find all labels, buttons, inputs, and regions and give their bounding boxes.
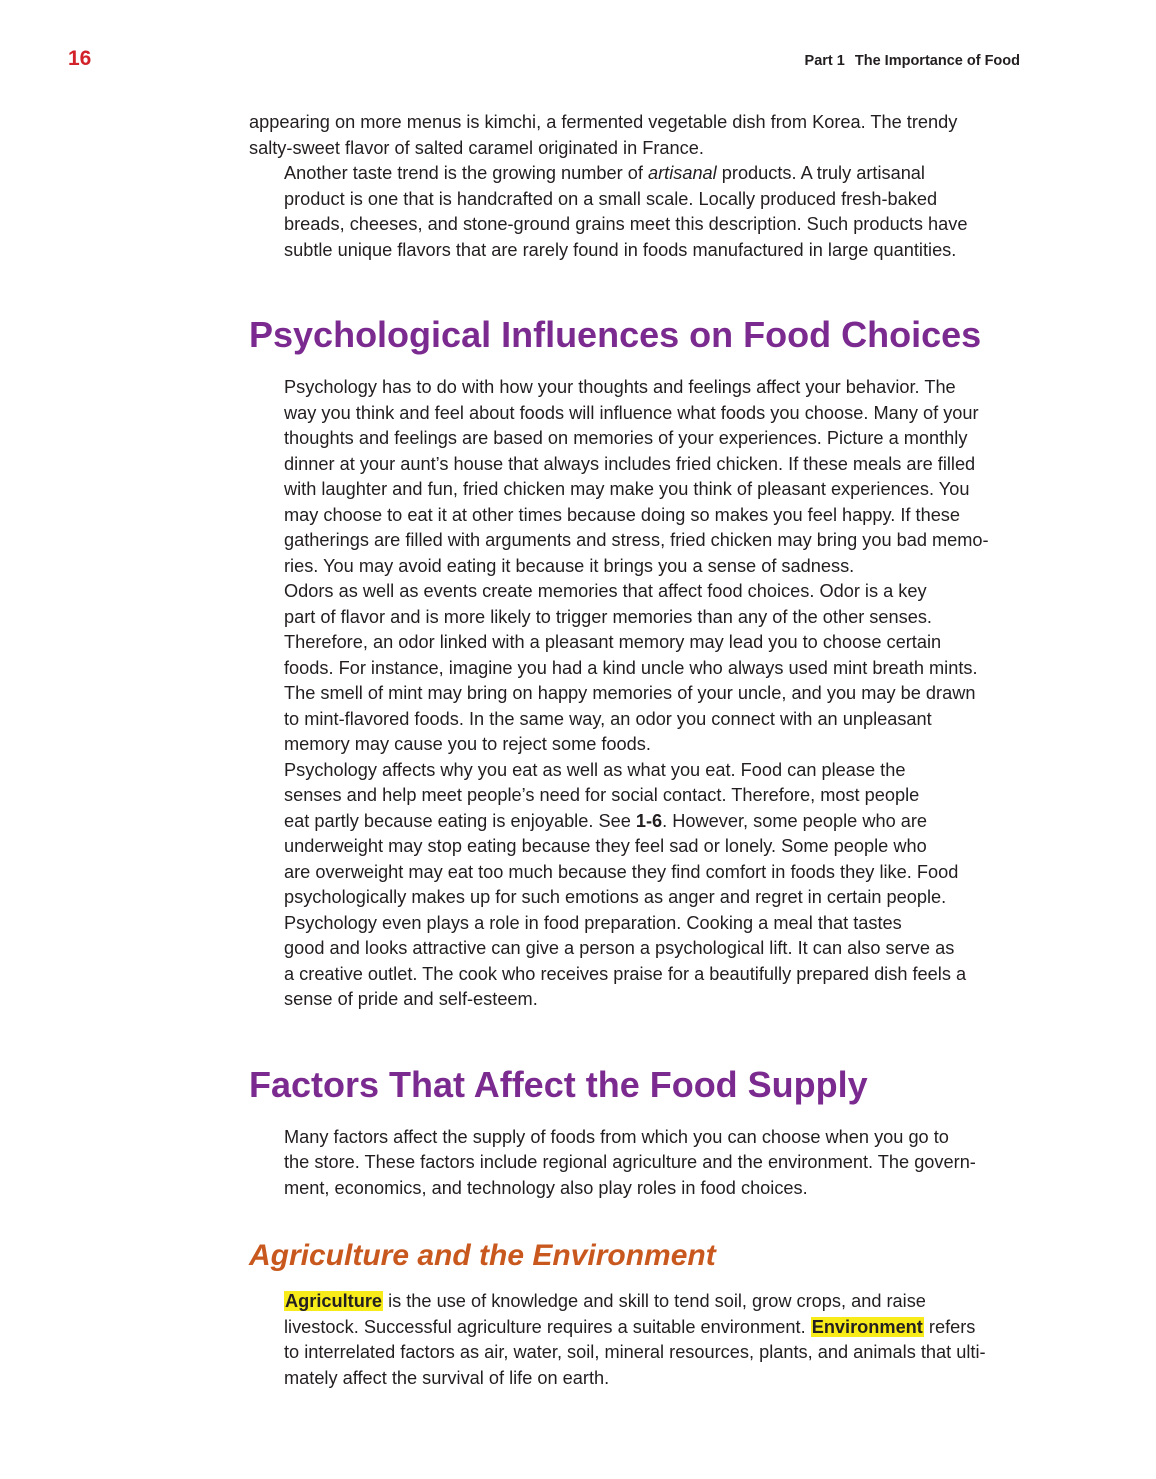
text-run: Another taste trend is the growing number of: [284, 163, 648, 183]
text-line: dinner at your aunt’s house that always includes fried chicken. If these meals are filled: [284, 453, 976, 474]
text-line: gatherings are filled with arguments and stress, fried chicken may bring you bad memo-: [284, 530, 989, 550]
text-line: breads, cheeses, and stone-ground grains meet this description. Such products have: [284, 214, 968, 234]
text-line: Therefore, an odor linked with a pleasant memory may lead you to choose certain: [284, 632, 942, 652]
text-line: [249, 1315, 1020, 1341]
key-term-environment: Environment: [811, 1316, 923, 1337]
text-line: good and looks attractive can give a person a psychological lift. It can also serve as: [284, 938, 955, 958]
text-line: are overweight may eat too much because they find comfort in foods they like. Food: [284, 861, 959, 882]
page-number: 16: [68, 47, 92, 70]
text-line: to interrelated factors as air, water, soil, mineral resources, plants, and animals that ulti-: [284, 1342, 986, 1362]
text-line: ries. You may avoid eating it because it brings you a sense of sadness.: [284, 555, 855, 576]
running-head: [805, 52, 1020, 70]
text-line: to mint-flavored foods. In the same way, an odor you connect with an unpleasant: [284, 708, 932, 729]
page-body: [249, 110, 1020, 1391]
text-line: foods. For instance, imagine you had a kind uncle who always used mint breath mints.: [284, 657, 978, 678]
section-heading-psychological: Psychological Influences on Food Choices: [249, 314, 982, 355]
text-run: livestock. Successful agriculture requires a suitable environment.: [284, 1316, 811, 1337]
text-line: with laughter and fun, fried chicken may make you think of pleasant experiences. You: [284, 479, 970, 499]
text-line: way you think and feel about foods will influence what foods you choose. Many of your: [284, 402, 979, 423]
text-line: [249, 161, 1020, 187]
text-run: products. A truly artisanal: [716, 163, 925, 183]
text-line: part of flavor and is more likely to trigger memories than any of the other senses.: [284, 606, 932, 627]
text-line: senses and help meet people’s need for social contact. Therefore, most people: [284, 785, 920, 805]
text-line: The smell of mint may bring on happy memories of your uncle, and you may be drawn: [284, 683, 976, 703]
key-term-agriculture: Agriculture: [285, 1291, 383, 1311]
text-line: psychologically makes up for such emotions as anger and regret in certain people.: [284, 887, 947, 907]
text-line: mately affect the survival of life on earth.: [284, 1367, 610, 1388]
text-line: subtle unique flavors that are rarely found in foods manufactured in large quantities.: [284, 239, 957, 260]
term-artisanal: artisanal: [647, 163, 717, 183]
text-line: the store. These factors include regional agriculture and the environment. The govern-: [284, 1152, 976, 1172]
psych-paragraph-4: [249, 911, 1020, 1013]
figure-reference: 1-6: [635, 810, 663, 831]
psych-paragraph-3: [249, 758, 1020, 911]
section-heading-food-supply: Factors That Affect the Food Supply: [249, 1063, 868, 1105]
psych-paragraph-2: [249, 579, 1020, 758]
text-line: Psychology has to do with how your thoughts and feelings affect your behavior. The: [284, 377, 956, 397]
text-line: appearing on more menus is kimchi, a fermented vegetable dish from Korea. The trendy: [249, 112, 958, 132]
text-line: [249, 1289, 1020, 1315]
text-run: . However, some people who are: [662, 810, 928, 831]
supply-paragraph-1: [249, 1125, 1020, 1202]
text-line: Psychology even plays a role in food preparation. Cooking a meal that tastes: [284, 912, 902, 933]
text-line: product is one that is handcrafted on a small scale. Locally produced fresh-baked: [284, 188, 938, 209]
running-head-part-title: The Importance of Food: [854, 53, 1020, 69]
text-line: thoughts and feelings are based on memories of your experiences. Picture a monthly: [284, 428, 968, 448]
text-line: memory may cause you to reject some foods.: [284, 734, 651, 754]
text-run: is the use of knowledge and skill to tend soil, grow crops, and raise: [383, 1291, 926, 1311]
psych-paragraph-1: [249, 375, 1020, 579]
agriculture-paragraph-1: [249, 1289, 1020, 1391]
text-line: a creative outlet. The cook who receives praise for a beautifully prepared dish feels a: [284, 963, 967, 984]
intro-paragraph-2: [249, 161, 1020, 263]
text-line: sense of pride and self-esteem.: [284, 989, 538, 1009]
running-head-part-label: Part 1: [804, 53, 845, 69]
text-line: underweight may stop eating because they feel sad or lonely. Some people who: [284, 836, 927, 856]
text-line: may choose to eat it at other times because doing so makes you feel happy. If these: [284, 504, 961, 525]
subsection-heading-agriculture: Agriculture and the Environment: [249, 1239, 716, 1272]
intro-paragraph-1: [249, 110, 1020, 161]
text-line: ment, economics, and technology also play roles in food choices.: [284, 1177, 808, 1198]
text-line: Psychology affects why you eat as well as what you eat. Food can please the: [284, 759, 906, 780]
text-run: refers: [923, 1316, 976, 1337]
text-run: eat partly because eating is enjoyable. See: [284, 810, 636, 831]
text-line: [249, 809, 1020, 835]
text-line: salty-sweet flavor of salted caramel originated in France.: [249, 137, 704, 158]
text-line: Odors as well as events create memories that affect food choices. Odor is a key: [284, 581, 927, 601]
text-line: Many factors affect the supply of foods from which you can choose when you go to: [284, 1126, 949, 1147]
